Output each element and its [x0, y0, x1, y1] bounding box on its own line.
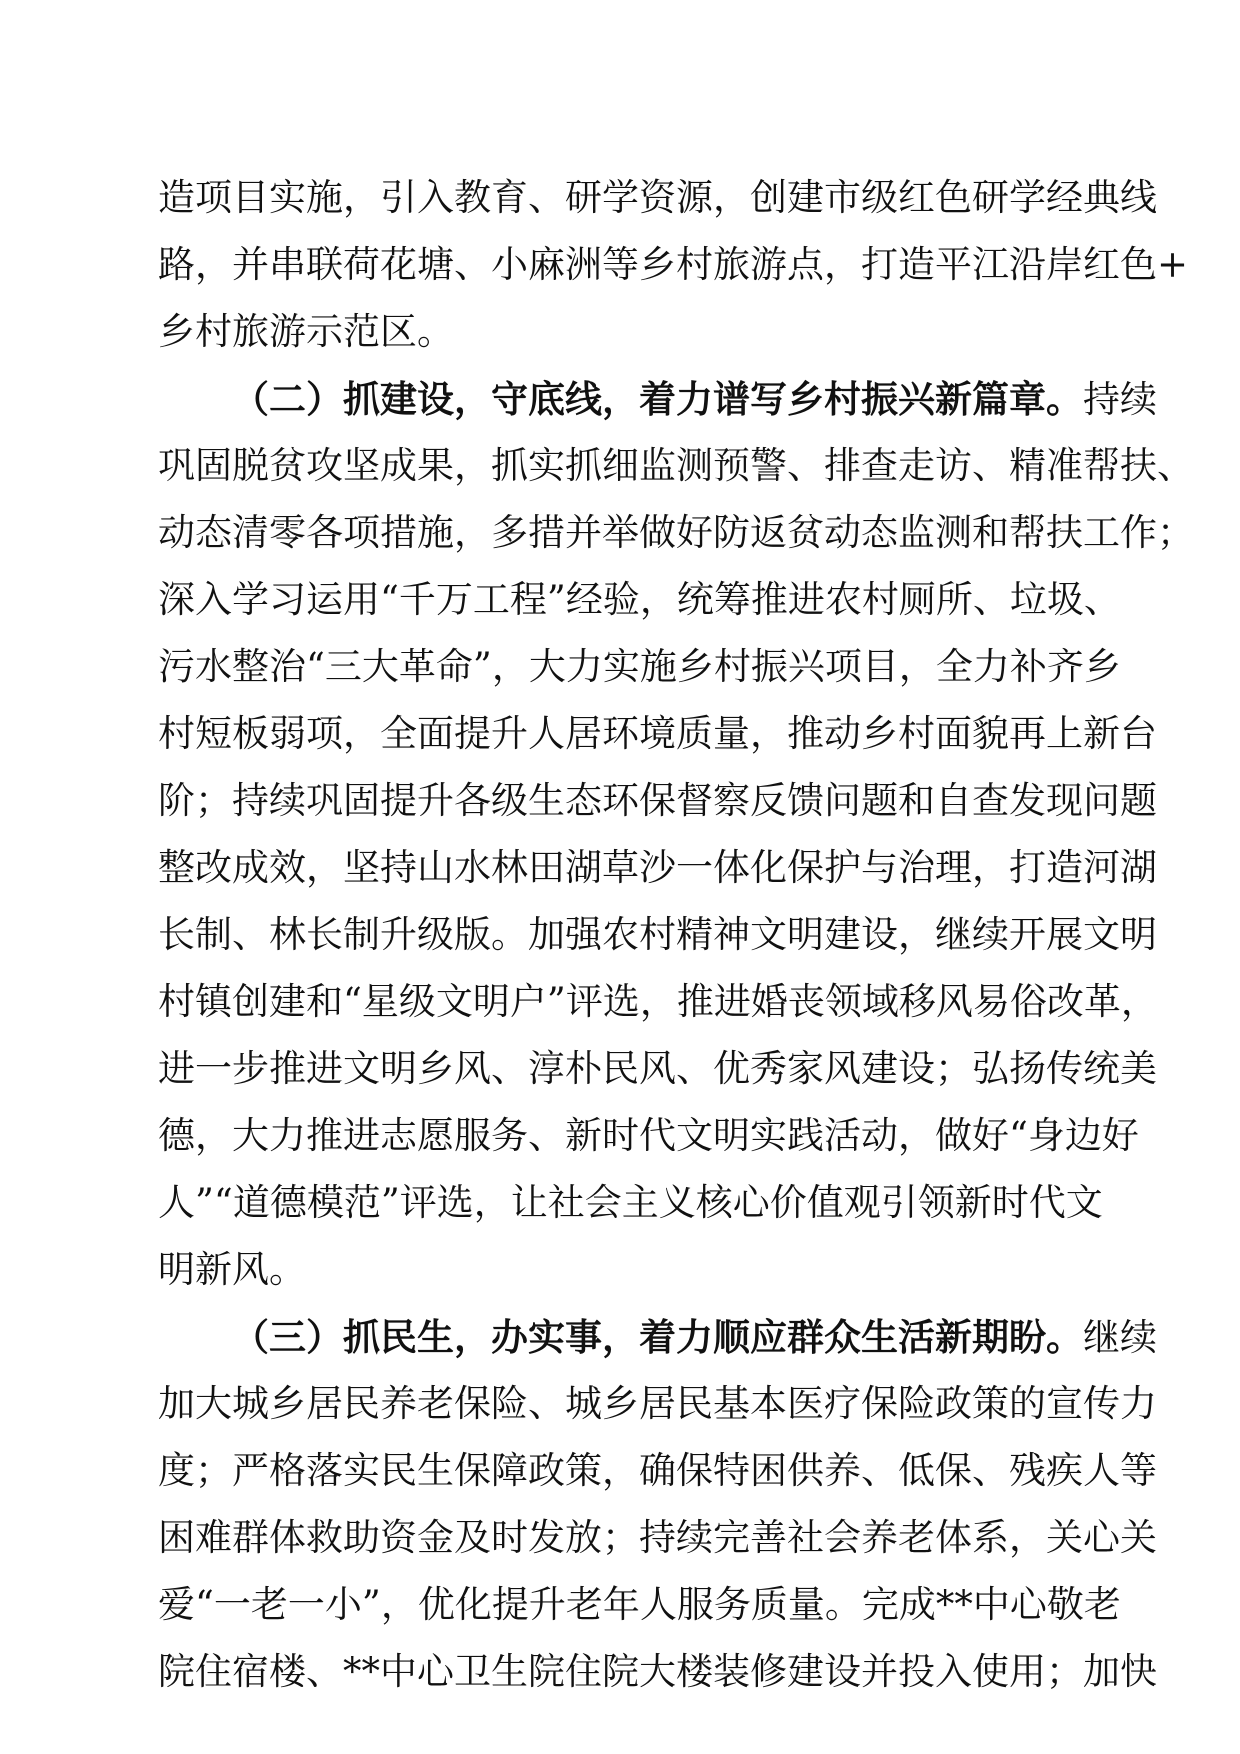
body-text-line: 路，并串联荷花塘、小麻洲等乡村旅游点，打造平江沿岸红色+	[158, 243, 1189, 286]
body-text-line: 污水整治“三大革命”，大力实施乡村振兴项目，全力补齐乡	[158, 645, 1121, 688]
body-text-line: 整改成效，坚持山水林田湖草沙一体化保护与治理，打造河湖	[158, 846, 1157, 889]
section-3-first-line-rest: 继续	[1083, 1316, 1157, 1359]
section-2-first-line	[232, 369, 1157, 429]
body-text-line: 困难群体救助资金及时发放；持续完善社会养老体系，关心关	[158, 1516, 1157, 1559]
body-text-line: 度；严格落实民生保障政策，确保特困供养、低保、残疾人等	[158, 1449, 1157, 1492]
body-text-line: 德，大力推进志愿服务、新时代文明实践活动，做好“身边好	[158, 1114, 1139, 1157]
section-2-heading: （二）抓建设，守底线，着力谱写乡村振兴新篇章。	[232, 377, 1083, 421]
body-text-line: 乡村旅游示范区。	[158, 310, 454, 353]
body-text-line: 村短板弱项，全面提升人居环境质量，推动乡村面貌再上新台	[158, 712, 1157, 755]
section-3-first-line	[232, 1307, 1157, 1367]
body-text-line: 进一步推进文明乡风、淳朴民风、优秀家风建设；弘扬传统美	[158, 1047, 1157, 1090]
body-text-line: 造项目实施，引入教育、研学资源，创建市级红色研学经典线	[158, 176, 1157, 219]
body-text-line: 长制、林长制升级版。加强农村精神文明建设，继续开展文明	[158, 913, 1157, 956]
body-text-line: 人”“道德模范”评选，让社会主义核心价值观引领新时代文	[158, 1181, 1103, 1224]
body-text-line: 院住宿楼、**中心卫生院住院大楼装修建设并投入使用；加快	[158, 1650, 1157, 1693]
body-text-line: 深入学习运用“千万工程”经验，统筹推进农村厕所、垃圾、	[158, 578, 1121, 621]
body-text-line: 村镇创建和“星级文明户”评选，推进婚丧领域移风易俗改革，	[158, 980, 1158, 1023]
body-text-line: 明新风。	[158, 1248, 306, 1291]
section-3-heading: （三）抓民生，办实事，着力顺应群众生活新期盼。	[232, 1315, 1083, 1359]
body-text-line: 加大城乡居民养老保险、城乡居民基本医疗保险政策的宣传力	[158, 1382, 1157, 1425]
body-text-line: 爱“一老一小”，优化提升老年人服务质量。完成**中心敬老	[158, 1583, 1121, 1626]
section-2-first-line-rest: 持续	[1083, 378, 1157, 421]
body-text-line: 动态清零各项措施，多措并举做好防返贫动态监测和帮扶工作；	[158, 511, 1194, 554]
body-text-line: 巩固脱贫攻坚成果，抓实抓细监测预警、排查走访、精准帮扶、	[158, 444, 1194, 487]
body-text-line: 阶；持续巩固提升各级生态环保督察反馈问题和自查发现问题	[158, 779, 1157, 822]
